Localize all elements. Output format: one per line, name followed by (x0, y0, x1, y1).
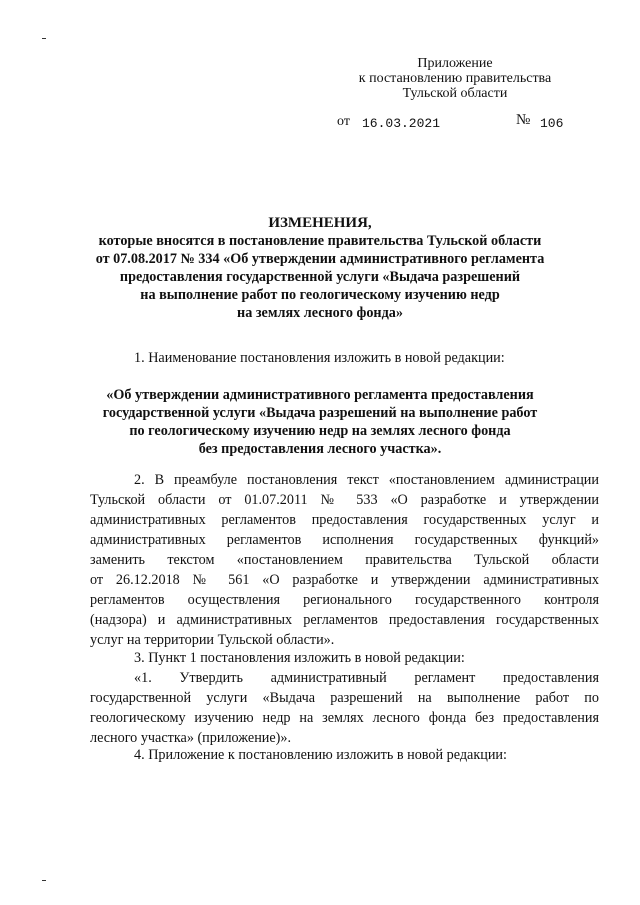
paragraph-line: «1. Утвердить административный регламент предоставления (134, 670, 599, 686)
item-3-paragraph (90, 648, 599, 748)
date-prefix: от (337, 114, 350, 129)
paragraph-line: государственной услуги «Выдача разрешений на выполнение работ по (90, 690, 599, 706)
title-line: предоставления государственной услуги «Выдача разрешений (119, 269, 521, 285)
paragraph-line: 3. Пункт 1 постановления изложить в новой редакции: (134, 650, 465, 666)
paragraph-line: лесного участка» (приложение)». (90, 730, 292, 746)
title-line: на землях лесного фонда» (237, 305, 403, 321)
paragraph-line: услуг на территории Тульской области». (90, 632, 335, 648)
document-number: 106 (540, 116, 564, 131)
appendix-line: Приложение (417, 56, 493, 71)
paragraph-line: административных регламентов исполнения государственных функций» (90, 532, 599, 548)
quote-line: по геологическому изучению недр на землях лесного фонда (129, 423, 511, 439)
paragraph-line: от 26.12.2018 № 561 «О разработке и утверждении административных (90, 572, 599, 588)
paragraph-line: регламентов осуществления регионального государственного контроля (90, 592, 599, 608)
quote-line: без предоставления лесного участка». (198, 441, 442, 457)
scan-corner-mark (42, 38, 46, 39)
appendix-header (330, 56, 580, 101)
document-date: 16.03.2021 (362, 116, 441, 131)
number-sign: № (516, 112, 531, 128)
paragraph-line: геологическому изучению недр на землях лесного фонда без предоставления (90, 710, 599, 726)
title-line: которые вносятся в постановление правительства Тульской области (98, 233, 542, 249)
appendix-line: Тульской области (402, 86, 508, 101)
paragraph-line: заменить текстом «постановлением правительства Тульской области (90, 552, 599, 568)
paragraph-line: 2. В преамбуле постановления текст «постановлением администрации (134, 472, 599, 488)
paragraph-line: (надзора) и административных регламентов предоставления государственных (90, 612, 599, 628)
title-line: на выполнение работ по геологическому изучению недр (140, 287, 500, 303)
document-title (70, 214, 570, 322)
paragraph-line: административных регламентов предоставления государственных услуг и (90, 512, 599, 528)
item-1-text: 1. Наименование постановления изложить в новой редакции: (134, 350, 505, 366)
paragraph-line: Тульской области от 01.07.2011 № 533 «О разработке и утверждении (90, 492, 599, 508)
appendix-line: к постановлению правительства (358, 71, 552, 86)
quote-line: «Об утверждении административного регламента предоставления (106, 387, 534, 403)
item-4-text: 4. Приложение к постановлению изложить в новой редакции: (134, 747, 507, 763)
title-heading: ИЗМЕНЕНИЯ, (268, 215, 372, 231)
scan-corner-mark (42, 880, 46, 881)
item-2-paragraph (90, 470, 599, 650)
title-line: от 07.08.2017 № 334 «Об утверждении административного регламента (95, 251, 545, 267)
quote-line: государственной услуги «Выдача разрешений на выполнение работ (102, 405, 538, 421)
item-1-quote (70, 386, 570, 458)
